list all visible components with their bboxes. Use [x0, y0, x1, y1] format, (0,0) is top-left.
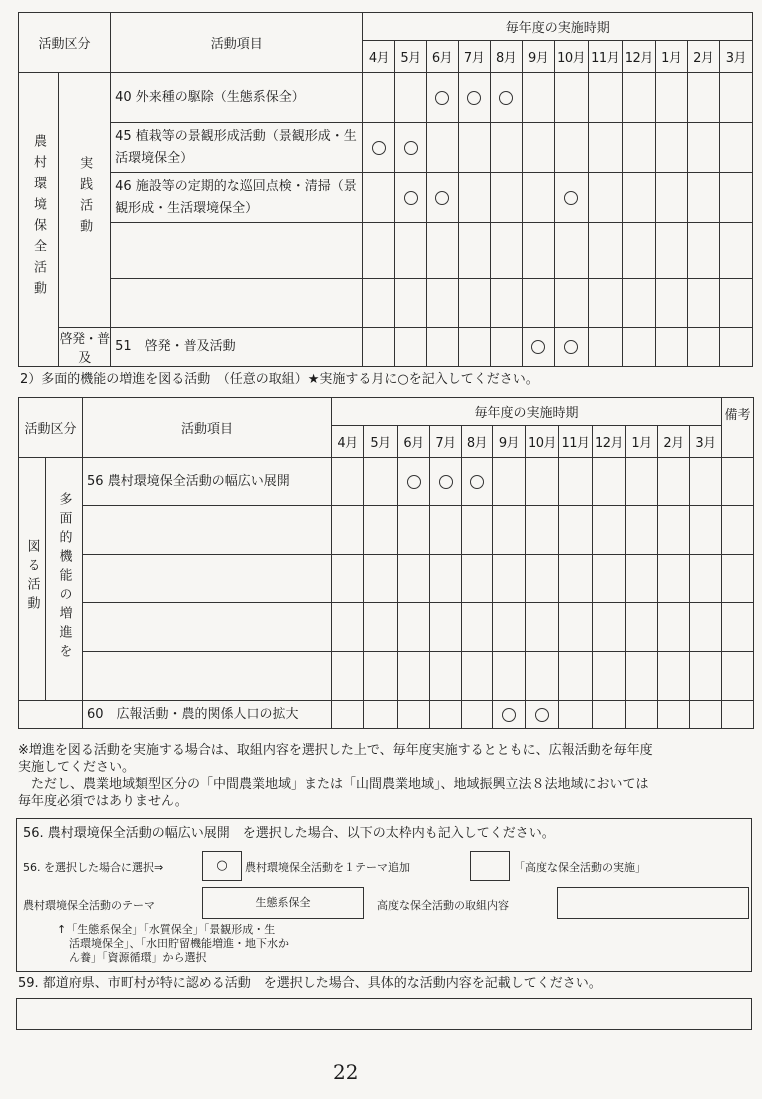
month-header: 3月	[719, 41, 752, 73]
header-item: 活動項目	[83, 398, 332, 458]
month-cell[interactable]	[363, 123, 395, 173]
month-cell[interactable]	[526, 603, 559, 652]
header-category: 活動区分	[19, 13, 111, 73]
activity-table-1	[18, 12, 753, 367]
circle-mark-icon	[502, 708, 516, 722]
month-cell[interactable]	[522, 123, 554, 173]
month-cell[interactable]	[462, 652, 493, 701]
month-cell[interactable]	[430, 701, 462, 729]
month-cell[interactable]	[655, 328, 687, 367]
month-cell[interactable]	[490, 223, 522, 279]
month-cell[interactable]	[658, 506, 690, 555]
month-cell[interactable]	[588, 223, 622, 279]
month-cell[interactable]	[588, 279, 622, 328]
theme-field[interactable]: 生態系保全	[202, 887, 364, 919]
month-cell[interactable]	[626, 458, 658, 506]
month-cell[interactable]	[626, 701, 658, 729]
month-cell[interactable]	[458, 223, 490, 279]
month-cell[interactable]	[490, 123, 522, 173]
month-cell[interactable]	[363, 279, 395, 328]
month-cell[interactable]	[593, 701, 626, 729]
category-right	[46, 458, 83, 701]
category-left	[19, 458, 46, 701]
activity-item: 45 植栽等の景観形成活動（景観形成・生活環境保全）	[111, 123, 363, 173]
month-header: 7月	[430, 426, 462, 458]
month-cell[interactable]	[462, 603, 493, 652]
category-main-label: 農村環境保全活動	[31, 133, 47, 302]
table-row	[19, 279, 753, 328]
month-cell[interactable]	[554, 223, 588, 279]
month-cell[interactable]	[593, 603, 626, 652]
month-cell[interactable]	[658, 652, 690, 701]
hint-line-3: ん養」「資源循環」から選択	[69, 951, 207, 964]
month-cell[interactable]	[490, 73, 522, 123]
month-header: 5月	[364, 426, 398, 458]
activity-item: 56 農村環境保全活動の幅広い展開	[83, 458, 332, 506]
month-cell[interactable]	[493, 701, 526, 729]
activity-item: 46 施設等の定期的な巡回点検・清掃（景観形成・生活環境保全）	[111, 173, 363, 223]
month-cell[interactable]	[687, 123, 719, 173]
theme-hint	[57, 923, 289, 965]
section2-title: 2）多面的機能の増進を図る活動 （任意の取組）★実施する月に○を記入してください。	[20, 372, 539, 387]
category-right-label: 多面的機能の増進を	[56, 491, 72, 663]
month-cell[interactable]	[458, 173, 490, 223]
month-cell[interactable]	[426, 73, 458, 123]
advanced-field[interactable]	[557, 887, 749, 919]
month-cell[interactable]	[493, 652, 526, 701]
note-line-2: 実施してください。	[18, 760, 136, 775]
month-cell[interactable]	[690, 603, 722, 652]
month-cell[interactable]	[655, 123, 687, 173]
month-cell[interactable]	[559, 458, 593, 506]
month-cell[interactable]	[490, 173, 522, 223]
month-cell[interactable]	[493, 458, 526, 506]
month-cell[interactable]	[398, 506, 430, 555]
month-header: 11月	[559, 426, 593, 458]
activity-item	[111, 279, 363, 328]
month-header: 5月	[395, 41, 426, 73]
month-header: 12月	[593, 426, 626, 458]
activity-item	[83, 555, 332, 603]
month-cell[interactable]	[658, 603, 690, 652]
header-period: 毎年度の実施時期	[363, 13, 753, 41]
activity-table-2	[18, 397, 754, 729]
circle-mark-icon	[372, 141, 386, 155]
month-header: 8月	[490, 41, 522, 73]
select-label: 56. を選択した場合に選択⇒	[23, 861, 164, 874]
month-cell[interactable]	[687, 328, 719, 367]
month-cell[interactable]	[430, 458, 462, 506]
month-cell[interactable]	[398, 555, 430, 603]
activity-item: 40 外来種の駆除（生態系保全）	[111, 73, 363, 123]
month-cell[interactable]	[522, 279, 554, 328]
circle-mark-icon	[564, 340, 578, 354]
remarks-cell[interactable]	[722, 458, 754, 506]
month-cell[interactable]	[493, 555, 526, 603]
month-cell[interactable]	[626, 652, 658, 701]
month-cell[interactable]	[687, 223, 719, 279]
month-cell[interactable]	[364, 603, 398, 652]
month-header: 3月	[690, 426, 722, 458]
month-cell[interactable]	[430, 555, 462, 603]
month-cell[interactable]	[363, 328, 395, 367]
table-row	[19, 458, 754, 506]
month-cell[interactable]	[462, 701, 493, 729]
circle-mark-icon	[404, 191, 418, 205]
remarks-cell[interactable]	[722, 603, 754, 652]
month-cell[interactable]	[655, 173, 687, 223]
category-left-label: 図る活動	[24, 539, 40, 615]
month-cell[interactable]	[363, 73, 395, 123]
month-cell[interactable]	[364, 701, 398, 729]
month-cell[interactable]	[462, 458, 493, 506]
option1-checkbox[interactable]: ○	[202, 851, 242, 881]
table-row	[19, 173, 753, 223]
month-cell[interactable]	[622, 279, 655, 328]
box56-title: 56. 農村環境保全活動の幅広い展開 を選択した場合、以下の太枠内も記入してください。	[23, 826, 555, 841]
month-header: 4月	[363, 41, 395, 73]
month-cell[interactable]	[655, 223, 687, 279]
circle-mark-icon	[467, 91, 481, 105]
month-cell[interactable]	[626, 506, 658, 555]
month-cell[interactable]	[398, 701, 430, 729]
month-cell[interactable]	[690, 506, 722, 555]
month-cell[interactable]	[554, 328, 588, 367]
month-cell[interactable]	[398, 603, 430, 652]
month-cell[interactable]	[593, 506, 626, 555]
month-cell[interactable]	[593, 652, 626, 701]
month-cell[interactable]	[593, 458, 626, 506]
activity-item	[83, 506, 332, 555]
month-cell[interactable]	[687, 73, 719, 123]
circle-mark-icon	[531, 340, 545, 354]
month-cell[interactable]	[332, 652, 364, 701]
month-cell[interactable]	[490, 328, 522, 367]
month-cell[interactable]	[526, 701, 559, 729]
note-line-4: 毎年度必須ではありません。	[18, 794, 188, 809]
table-row	[19, 223, 753, 279]
circle-mark-icon	[404, 141, 418, 155]
month-cell[interactable]	[426, 223, 458, 279]
month-cell[interactable]	[622, 328, 655, 367]
month-cell[interactable]	[522, 328, 554, 367]
category-main	[19, 73, 59, 367]
month-cell[interactable]	[719, 223, 752, 279]
month-cell[interactable]	[426, 123, 458, 173]
option2-label: 「高度な保全活動の実施」	[514, 861, 646, 874]
month-cell[interactable]	[332, 701, 364, 729]
month-cell[interactable]	[458, 123, 490, 173]
table-row	[19, 73, 753, 123]
month-cell[interactable]	[655, 73, 687, 123]
month-cell[interactable]	[593, 555, 626, 603]
field-59[interactable]	[16, 998, 752, 1030]
header-period: 毎年度の実施時期	[332, 398, 722, 426]
month-header: 1月	[655, 41, 687, 73]
month-header: 2月	[658, 426, 690, 458]
hint-line-1: ↑「生態系保全」「水質保全」「景観形成・生	[57, 923, 276, 936]
activity-item: 51 啓発・普及活動	[111, 328, 363, 367]
month-cell[interactable]	[526, 506, 559, 555]
table-row	[19, 701, 754, 729]
month-cell[interactable]	[658, 701, 690, 729]
month-cell[interactable]	[426, 279, 458, 328]
month-cell[interactable]	[363, 173, 395, 223]
month-cell[interactable]	[398, 458, 430, 506]
month-cell[interactable]	[559, 555, 593, 603]
advanced-label: 高度な保全活動の取組内容	[377, 899, 509, 912]
hint-line-2: 活環境保全」、「水田貯留機能増進・地下水か	[69, 937, 289, 950]
month-cell[interactable]	[526, 652, 559, 701]
month-cell[interactable]	[462, 555, 493, 603]
month-cell[interactable]	[626, 555, 658, 603]
table-row	[19, 603, 754, 652]
month-cell[interactable]	[364, 555, 398, 603]
month-cell[interactable]	[554, 279, 588, 328]
month-cell[interactable]	[588, 328, 622, 367]
month-cell[interactable]	[588, 73, 622, 123]
option1-label: 農村環境保全活動を１テーマ追加	[245, 861, 410, 874]
month-header: 10月	[554, 41, 588, 73]
category-sub	[59, 73, 111, 328]
month-cell[interactable]	[395, 123, 426, 173]
header-item: 活動項目	[111, 13, 363, 73]
month-cell[interactable]	[719, 123, 752, 173]
month-cell[interactable]	[588, 123, 622, 173]
note-line-1: ※増進を図る活動を実施する場合は、取組内容を選択した上で、毎年度実施するとともに、広報活動を毎年度	[18, 743, 653, 758]
month-cell[interactable]	[398, 652, 430, 701]
month-cell[interactable]	[658, 555, 690, 603]
month-cell[interactable]	[493, 603, 526, 652]
remarks-cell[interactable]	[722, 701, 754, 729]
activity-item	[83, 603, 332, 652]
month-cell[interactable]	[719, 279, 752, 328]
month-cell[interactable]	[332, 603, 364, 652]
note-line-3: ただし、農業地域類型区分の「中間農業地域」または「山間農業地域」、地域振興立法８法地域においては	[18, 777, 649, 792]
month-cell[interactable]	[522, 223, 554, 279]
month-cell[interactable]	[426, 173, 458, 223]
circle-mark-icon	[535, 708, 549, 722]
month-cell[interactable]	[395, 279, 426, 328]
month-cell[interactable]	[364, 652, 398, 701]
table-row	[19, 652, 754, 701]
month-header: 9月	[522, 41, 554, 73]
month-cell[interactable]	[490, 279, 522, 328]
month-cell[interactable]	[626, 603, 658, 652]
month-cell[interactable]	[526, 555, 559, 603]
month-cell[interactable]	[622, 223, 655, 279]
activity-item	[83, 652, 332, 701]
month-cell[interactable]	[559, 506, 593, 555]
remarks-cell[interactable]	[722, 506, 754, 555]
month-cell[interactable]	[332, 506, 364, 555]
month-cell[interactable]	[363, 223, 395, 279]
month-cell[interactable]	[687, 173, 719, 223]
header-category: 活動区分	[19, 398, 83, 458]
month-cell[interactable]	[690, 652, 722, 701]
month-cell[interactable]	[364, 458, 398, 506]
circle-mark-icon	[407, 475, 421, 489]
table-row	[19, 555, 754, 603]
month-cell[interactable]	[426, 328, 458, 367]
keihatsu-category: 啓発・普及	[59, 328, 111, 367]
month-cell[interactable]	[719, 328, 752, 367]
line-59: 59. 都道府県、市町村が特に認める活動 を選択した場合、具体的な活動内容を記載してください。	[18, 976, 602, 991]
month-header: 7月	[458, 41, 490, 73]
month-header: 11月	[588, 41, 622, 73]
option2-checkbox[interactable]	[470, 851, 510, 881]
month-cell[interactable]	[395, 223, 426, 279]
month-cell[interactable]	[395, 73, 426, 123]
month-cell[interactable]	[522, 173, 554, 223]
month-cell[interactable]	[719, 73, 752, 123]
box-56	[16, 818, 752, 972]
month-cell[interactable]	[395, 173, 426, 223]
month-cell[interactable]	[658, 458, 690, 506]
month-header: 10月	[526, 426, 559, 458]
month-header: 12月	[622, 41, 655, 73]
month-cell[interactable]	[687, 279, 719, 328]
circle-mark-icon	[564, 191, 578, 205]
month-cell[interactable]	[458, 279, 490, 328]
month-cell[interactable]	[559, 652, 593, 701]
circle-mark-icon	[499, 91, 513, 105]
month-cell[interactable]	[719, 173, 752, 223]
month-cell[interactable]	[332, 555, 364, 603]
month-cell[interactable]	[364, 506, 398, 555]
month-header: 9月	[493, 426, 526, 458]
month-header: 4月	[332, 426, 364, 458]
header-remarks: 備考	[722, 398, 754, 458]
activity-item	[111, 223, 363, 279]
month-cell[interactable]	[554, 173, 588, 223]
circle-mark-icon	[435, 191, 449, 205]
month-header: 1月	[626, 426, 658, 458]
month-cell[interactable]	[690, 458, 722, 506]
month-cell[interactable]	[458, 328, 490, 367]
month-cell[interactable]	[430, 652, 462, 701]
theme-label: 農村環境保全活動のテーマ	[23, 899, 155, 912]
month-cell[interactable]	[559, 603, 593, 652]
table-row	[19, 328, 753, 367]
month-header: 6月	[426, 41, 458, 73]
month-cell[interactable]	[622, 73, 655, 123]
month-header: 8月	[462, 426, 493, 458]
month-cell[interactable]	[430, 603, 462, 652]
remarks-cell[interactable]	[722, 652, 754, 701]
month-cell[interactable]	[554, 123, 588, 173]
month-cell[interactable]	[522, 73, 554, 123]
table-row	[19, 123, 753, 173]
month-cell[interactable]	[493, 506, 526, 555]
month-cell[interactable]	[332, 458, 364, 506]
month-cell[interactable]	[430, 506, 462, 555]
month-cell[interactable]	[395, 328, 426, 367]
notes	[18, 742, 762, 810]
month-header: 6月	[398, 426, 430, 458]
month-cell[interactable]	[462, 506, 493, 555]
month-header: 2月	[687, 41, 719, 73]
table-row	[19, 506, 754, 555]
month-cell[interactable]	[526, 458, 559, 506]
month-cell[interactable]	[690, 555, 722, 603]
category-sub-label: 実践活動	[77, 156, 93, 240]
month-cell[interactable]	[554, 73, 588, 123]
month-cell[interactable]	[588, 173, 622, 223]
remarks-cell[interactable]	[722, 555, 754, 603]
month-cell[interactable]	[622, 173, 655, 223]
month-cell[interactable]	[622, 123, 655, 173]
month-cell[interactable]	[655, 279, 687, 328]
page-number: 22	[333, 1060, 359, 1084]
month-cell[interactable]	[458, 73, 490, 123]
circle-mark-icon	[470, 475, 484, 489]
month-cell[interactable]	[559, 701, 593, 729]
circle-mark-icon	[439, 475, 453, 489]
empty-category	[19, 701, 83, 729]
circle-mark-icon	[435, 91, 449, 105]
activity-item: 60 広報活動・農的関係人口の拡大	[83, 701, 332, 729]
month-cell[interactable]	[690, 701, 722, 729]
